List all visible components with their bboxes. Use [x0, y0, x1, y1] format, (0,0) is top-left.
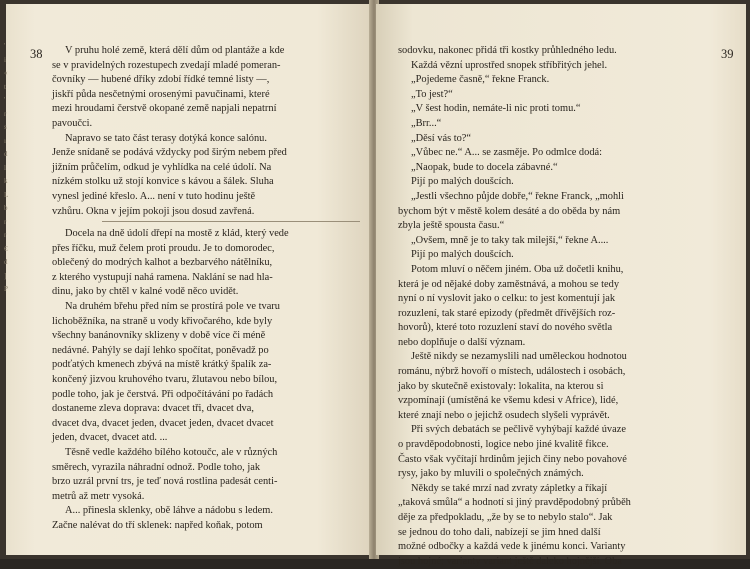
text-line: Ještě nikdy se nezamyslili nad uměleckou hodnotou — [411, 351, 627, 363]
edge-mark: d — [4, 258, 8, 266]
text-line: Pijí po malých doušcích. — [411, 176, 514, 188]
text-line: A... přinesla sklenky, obě láhve a nádobu s ledem. — [65, 505, 273, 517]
text-line: zbyla ještě spousta času.“ — [398, 220, 505, 232]
text-line: „Pojedeme časně,“ řekne Franck. — [411, 74, 550, 86]
edge-mark: L — [4, 190, 9, 199]
text-line: nyní o ní vyslovit jako o celku: to jest komentují jak — [398, 293, 616, 305]
edge-mark: t — [4, 82, 6, 91]
text-line: směrech, vyrazila náhradní odnož. Podle toho, jak — [52, 461, 261, 473]
right-page-text — [398, 44, 714, 569]
text-line: „taková smůla“ a hodnotí si jiný pravděpodobný průběh — [398, 497, 631, 509]
text-line: dinu, jako by chtěl v kalné vodě něco uvidět. — [52, 286, 239, 298]
section-divider — [102, 221, 360, 222]
text-line: možné odbočky a každá vede k jinému konci. Varianty — [398, 541, 626, 553]
text-line: „To jest?“ — [411, 88, 453, 100]
text-line: vzhůru. Okna v jejím pokoji jsou dosud zavřená. — [52, 205, 255, 217]
text-line: vzpomínají (umístěná ke všemu kdesi v Africe), lidé, — [398, 395, 619, 407]
edge-mark: ' — [4, 42, 6, 50]
edge-mark: « — [4, 69, 8, 77]
edge-mark: l — [4, 163, 6, 172]
text-line: o pravděpodobnosti, logice nebo jiné kvalitě fikce. — [398, 439, 609, 451]
text-line: se v pravidelných rozestupech zvedají mladé pomeran- — [52, 59, 281, 71]
edge-mark: r — [4, 217, 7, 226]
text-line: „Ovšem, mně je to taky tak milejší,“ řekne A.... — [411, 234, 609, 246]
text-line: „Naopak, bude to docela zábavné.“ — [411, 161, 558, 173]
text-line: podťatých kmenech zbývá na místě krátký špalík za- — [52, 359, 272, 371]
text-line: končený jizvou kruhového tvaru, žlutavou nebo bílou, — [52, 373, 278, 385]
text-line: čovníky — hubené dříky zdobí řídké temné listy —, — [52, 74, 270, 86]
text-line: se jednou do toho dali, nabízejí se jim hned další — [398, 526, 601, 538]
text-line: pavoučci. — [52, 117, 93, 129]
page-edge-marks — [4, 40, 18, 297]
edge-mark: ] — [4, 271, 7, 280]
text-line: metrů až metr vysoká. — [52, 490, 145, 502]
text-line: mezi hroudami čerstvě okopané země napjali nepatrní — [52, 103, 277, 115]
text-line: V pruhu holé země, která dělí dům od plantáže a kde — [65, 45, 285, 56]
edge-mark: r — [4, 231, 7, 239]
text-line: lichoběžníka, na straně u vody křivočarého, kde byly — [52, 315, 273, 327]
text-line: Jenže snídaně se podává vždycky pod širým nebem před — [52, 147, 287, 159]
text-line: nebo doplňuje o další význam. — [398, 336, 526, 348]
text-line: jeden, dvacet, dvacet atd. ... — [52, 432, 168, 444]
text-line: hovorů), které toto rozuzlení staví do nového světla — [398, 322, 613, 334]
edge-mark: s — [4, 123, 7, 131]
text-line: brzo uzrál první trs, je teď nová rostlina padesát centi- — [52, 476, 278, 488]
text-line: jsou hojné; varianty variant ještě daleko hojnější. Oba — [398, 555, 622, 567]
text-line: všechny banánovníky sklizeny v době více či méně — [52, 330, 266, 342]
text-line: Docela na dně údolí dřepí na mostě z klád, který vede — [65, 228, 289, 239]
text-line: románu, nýbrž hovoří o místech, událostech i osobách, — [398, 366, 626, 378]
edge-mark: ' — [4, 96, 6, 104]
left-page — [6, 4, 372, 555]
text-line: děje za předpokladu, „že by se to nebylo stalo“. Jak — [398, 512, 613, 523]
text-line: dvacet dva, dvacet jeden, dvacet jeden, dvacet dvacet — [52, 417, 274, 429]
page-number-right: 39 — [721, 47, 734, 61]
text-line: které znají nebo o jejichž osudech slyšeli vyprávět. — [398, 409, 610, 421]
text-line: oblečený do modrých kalhot a bezbarvého nátělníku, — [52, 257, 273, 269]
text-line: dostaneme zleva doprava: dvacet tři, dvacet dva, — [52, 403, 254, 415]
text-line: jiskří půda nesčetnými orosenými pavučinami, které — [52, 88, 270, 100]
text-line: „Brr...“ — [411, 117, 442, 129]
edge-mark: k — [4, 177, 8, 185]
text-line: Začne nalévat do tří sklenek: napřed koňak, potom — [52, 519, 263, 531]
text-line: rysy, jako by mluvili o společných známých. — [398, 468, 584, 480]
text-line: Na druhém břehu před ním se prostírá pole ve tvaru — [65, 300, 280, 312]
edge-mark: r — [4, 109, 7, 118]
left-section-1 — [52, 44, 362, 219]
text-line: „Děsí vás to?“ — [411, 132, 472, 144]
text-line: nedávné. Pahýly se dají lehko spočítat, poněvadž po — [52, 344, 269, 356]
text-line: Potom mluví o něčem jiném. Oba už dočetli knihu, — [411, 263, 624, 275]
text-line: z kterého vystupují nahá ramena. Naklání se nad hla- — [52, 271, 273, 283]
text-line: „Jestli všechno půjde dobře,“ řekne Franck, „mohli — [411, 190, 624, 202]
text-line: která je od nějaké doby zaměstnává, a mohou se tedy — [398, 278, 620, 290]
text-line: Někdy se také mrzí nad zvraty zápletky a říkají — [411, 482, 608, 494]
edge-mark: i — [4, 55, 6, 64]
text-line: rozuzlení, tak staré epizody (předmět dřívějších roz- — [398, 307, 616, 319]
text-line: nízkém stolku už stojí konvice s kávou a šálek. Sluha — [52, 176, 274, 188]
page-number-left: 38 — [30, 47, 43, 61]
left-section-2 — [52, 227, 362, 533]
text-line: přes říčku, muž čelem proti proudu. Je to domorodec, — [52, 242, 275, 254]
text-line: Každá věznί uprostřed snopek stříbřitých jehel. — [411, 59, 608, 71]
text-line: jižním průčelím, odkud je vyhlídka na celé údolí. Na — [52, 161, 272, 173]
text-line: vynesl jediné křeslo. A... není v tuto hodinu ještě — [52, 190, 256, 202]
text-line: Při svých debatách se pečlivě vyhýbají každé úvaze — [411, 424, 626, 436]
text-line: „V šest hodin, nemáte-li nic proti tomu.“ — [411, 103, 581, 115]
text-line: podle toho, jak je čerstvá. Při odpočítávání po řadách — [52, 388, 274, 400]
text-line: sodovku, nakonec přidá tři kostky průhledného ledu. — [398, 45, 617, 56]
text-line: „Vůbec ne.“ A... se zasměje. Po odmlce dodá: — [411, 147, 603, 159]
edge-mark: ı — [4, 136, 6, 145]
edge-mark: b — [4, 204, 8, 212]
text-line: Často však vyčítají hrdinům jejich činy nebo povahové — [398, 453, 627, 465]
text-line: Pijí po malých doušcích. — [411, 249, 514, 261]
text-line: bychom být v městě kolem desáté a do oběda by nám — [398, 205, 621, 217]
edge-mark: P — [4, 285, 8, 293]
edge-mark: € — [4, 244, 8, 253]
right-page — [376, 4, 746, 567]
text-line: Těsně vedle každého bílého kotoučc, ale v různých — [65, 446, 278, 458]
edge-mark: d — [4, 150, 8, 158]
text-line: jako by skutečně existovaly: lokalita, na kterou si — [398, 380, 604, 392]
text-line: Napravo se tato část terasy dotýká konce salónu. — [65, 132, 267, 144]
